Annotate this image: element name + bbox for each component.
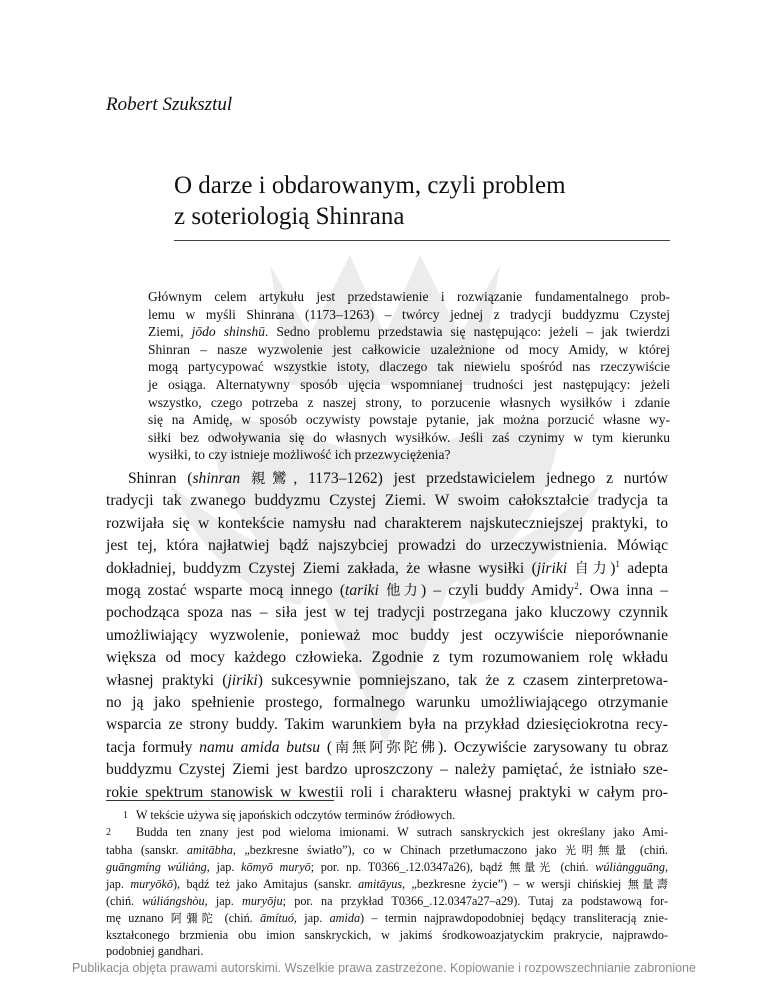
abstract-line: się na Amidę, w sposób oczywisty powstaje pytanie, jak można porzucić własne wy- bbox=[148, 412, 670, 428]
cjk-term: 無量壽 bbox=[627, 878, 668, 892]
abstract-line: Głównym celem artykułu jest przedstawienie i rozwiązanie fundamentalnego prob- bbox=[148, 289, 670, 304]
body-line: tradycji tak zwanego buddyzmu Czystej Ziemi. W swoim całokształcie tradycja ta bbox=[106, 492, 668, 510]
copyright-footer: Publikacja objęta prawami autorskimi. Wszelkie prawa zastrzeżone. Kopiowanie i rozpowszechnianie zabronione bbox=[72, 961, 696, 975]
footnote-line: jap. muryōkō), bądź też jako Amitajus (sanskr. amitāyus, „bezkresne życie”) – w wersji chińskiej 無量壽 bbox=[106, 877, 668, 892]
italic-term: kōmyō muryō bbox=[241, 859, 311, 874]
footnote-line: mę uznano 阿彌陀 (chiń. āmítuó, jap. amida) – termin najprawdopodobniej będący transliteracją znie- bbox=[106, 910, 669, 925]
cjk-term: 他力 bbox=[385, 583, 422, 600]
abstract-line: siłki bez odwoływania się do własnych wysiłków. Jeśli zaś czynimy w tym kierunku bbox=[148, 429, 670, 445]
title-line-1: O darze i obdarowanym, czyli problem bbox=[174, 172, 566, 199]
abstract-line: wszystko, czego potrzeba z naszej strony, to porzucenie własnych wysiłków i zdanie bbox=[148, 394, 670, 410]
abstract-line: lemu w myśli Shinrana (1173–1263) – twórcy jednej z tradycji buddyzmu Czystej bbox=[148, 306, 670, 322]
italic-term: namu amida butsu bbox=[199, 738, 321, 756]
cjk-term: 南無阿弥陀佛 bbox=[332, 739, 438, 756]
article-title bbox=[174, 170, 674, 232]
abstract-line: je osiąga. Alternatywny sposób ujęcia wspomnianej trudności jest następujący: jeżeli bbox=[148, 376, 670, 392]
italic-term: amitābha bbox=[186, 842, 233, 857]
body-line: tacja formuły namu amida butsu (南無阿弥陀佛). Oczywiście zarysowany tu obraz bbox=[106, 738, 669, 756]
body-line: umożliwiający wyzwolenie, ponieważ moc buddy jest oczywiście nieporównanie bbox=[106, 626, 668, 644]
italic-term: amida bbox=[329, 910, 361, 925]
cjk-term: 阿彌陀 bbox=[170, 911, 218, 925]
italic-term: jiriki bbox=[536, 559, 568, 577]
italic-term: tariki bbox=[345, 582, 379, 600]
footnote-number: 1 bbox=[123, 810, 128, 821]
footnote-line: 2 Budda ten znany jest pod wieloma imionami. W sutrach sanskryckich jest określany jako Ami- bbox=[106, 824, 668, 841]
abstract-line: wysiłki, to czy istnieje możliwość ich przezwyciężenia? bbox=[148, 447, 451, 463]
abstract-line: mogą partycypować wszystkie istoty, dlaczego tak niewielu spośród nas rzeczywiście bbox=[148, 359, 670, 375]
cjk-term: 親鸞 bbox=[250, 471, 294, 487]
cjk-term: 無量光 bbox=[509, 860, 554, 874]
cjk-term: 光明無量 bbox=[565, 843, 632, 857]
italic-term: guāngmíng wúliáng bbox=[106, 859, 207, 874]
body-line: jest tej, która najłatwiej bądź najszybciej prowadzi do urzeczywistnienia. Mówiąc bbox=[106, 537, 668, 555]
author-name: Robert Szuksztul bbox=[106, 94, 233, 115]
footnote-line: 1 W tekście używa się japońskich odczytów terminów źródłowych. bbox=[106, 807, 668, 824]
body-line: większa od mocy każdego człowieka. Zgodnie z tym rozumowaniem rolę wkładu bbox=[106, 649, 668, 667]
body-line: mogą zostać wsparte mocą innego (tariki 他力) – czyli buddy Amidy$^2$. Owa inna – bbox=[106, 581, 669, 600]
title-line-2: z soteriologią Shinrana bbox=[174, 203, 405, 230]
body-line: dokładniej, buddyzm Czystej Ziemi zakłada, że własne wysiłki (jiriki 自力)$^1$ adepta bbox=[106, 558, 668, 577]
body-line: rozwijała się w kontekście namysłu nad charakterem najskuteczniejszej praktyki, to bbox=[106, 514, 668, 532]
body-line: wsparcia ze strony buddy. Takim warunkiem była na przykład dziesięciokrotna recy- bbox=[106, 716, 668, 734]
body-line: własnej praktyki (jiriki) sukcesywnie pomniejszano, tak że z czasem zinterpretowa- bbox=[106, 671, 668, 689]
footnote-line: guāngmíng wúliáng, jap. kōmyō muryō; por. np. T0366_.12.0347a26), bądź 無量光 (chiń. wúliàngguāng, bbox=[106, 859, 668, 874]
footnotes bbox=[106, 807, 668, 960]
body-line: rokie spektrum stanowisk w kwestii roli i charakteru własnej praktyki w całym pro- bbox=[106, 783, 668, 801]
footnote-line: podobniej gandhari. bbox=[106, 944, 204, 959]
body-line: buddyzmu Czystej Ziemi jest bardzo uproszczony – należy pamiętać, że istniało sze- bbox=[106, 761, 668, 779]
footnote-ref: 1 bbox=[615, 558, 620, 569]
italic-term: wúliàngguāng bbox=[595, 859, 665, 874]
abstract bbox=[148, 288, 670, 464]
italic-term: wúliángshòu bbox=[142, 894, 205, 909]
italic-term: amitāyus bbox=[358, 877, 403, 892]
italic-term: muryōkō bbox=[130, 877, 173, 892]
title-divider bbox=[174, 240, 670, 241]
italic-term: jōdo shinshū bbox=[191, 324, 265, 340]
footnote-divider bbox=[106, 800, 334, 801]
italic-term: muryōju bbox=[242, 894, 283, 909]
abstract-line: Ziemi, jōdo shinshū. Sedno problemu przedstawia się następująco: jeżeli – jak twierdzi bbox=[148, 324, 670, 340]
footnote-number: 2 bbox=[106, 827, 111, 839]
italic-term: shinran bbox=[192, 470, 241, 487]
cjk-term: 自力 bbox=[574, 560, 611, 577]
italic-term: āmítuó bbox=[260, 910, 294, 925]
footnote-line: tabha (sanskr. amitābha, „bezkresne światło”), co w Chinach przetłumaczono jako 光明無量 (chiń. bbox=[106, 842, 668, 857]
body-line: no ją jako spełnienie prostego, formalnego warunku umożliwiającego otrzymanie bbox=[106, 694, 668, 712]
footnote-ref: 2 bbox=[574, 581, 579, 592]
italic-term: jiriki bbox=[227, 671, 258, 689]
abstract-line: Shinran – nasze wyzwolenie jest całkowicie uzależnione od mocy Amidy, w której bbox=[148, 341, 670, 357]
body-line: Shinran (shinran 親鸞, 1173–1262) jest przedstawicielem jednego z nurtów bbox=[128, 470, 668, 487]
body-line: pochodząca spoza nas – siła jest w tej tradycji postrzegana jako kluczowy czynnik bbox=[106, 604, 668, 622]
footnote-line: (chiń. wúliángshòu, jap. muryōju; por. na przykład T0366_.12.0347a27–a29). Tutaj za podstawową for- bbox=[106, 894, 669, 909]
footnote-line: kształconego brzmienia obu imion sanskryckich, w jakimś środkowoazjatyckim prakrycie, najprawdo- bbox=[106, 928, 668, 943]
body-text bbox=[106, 468, 668, 804]
